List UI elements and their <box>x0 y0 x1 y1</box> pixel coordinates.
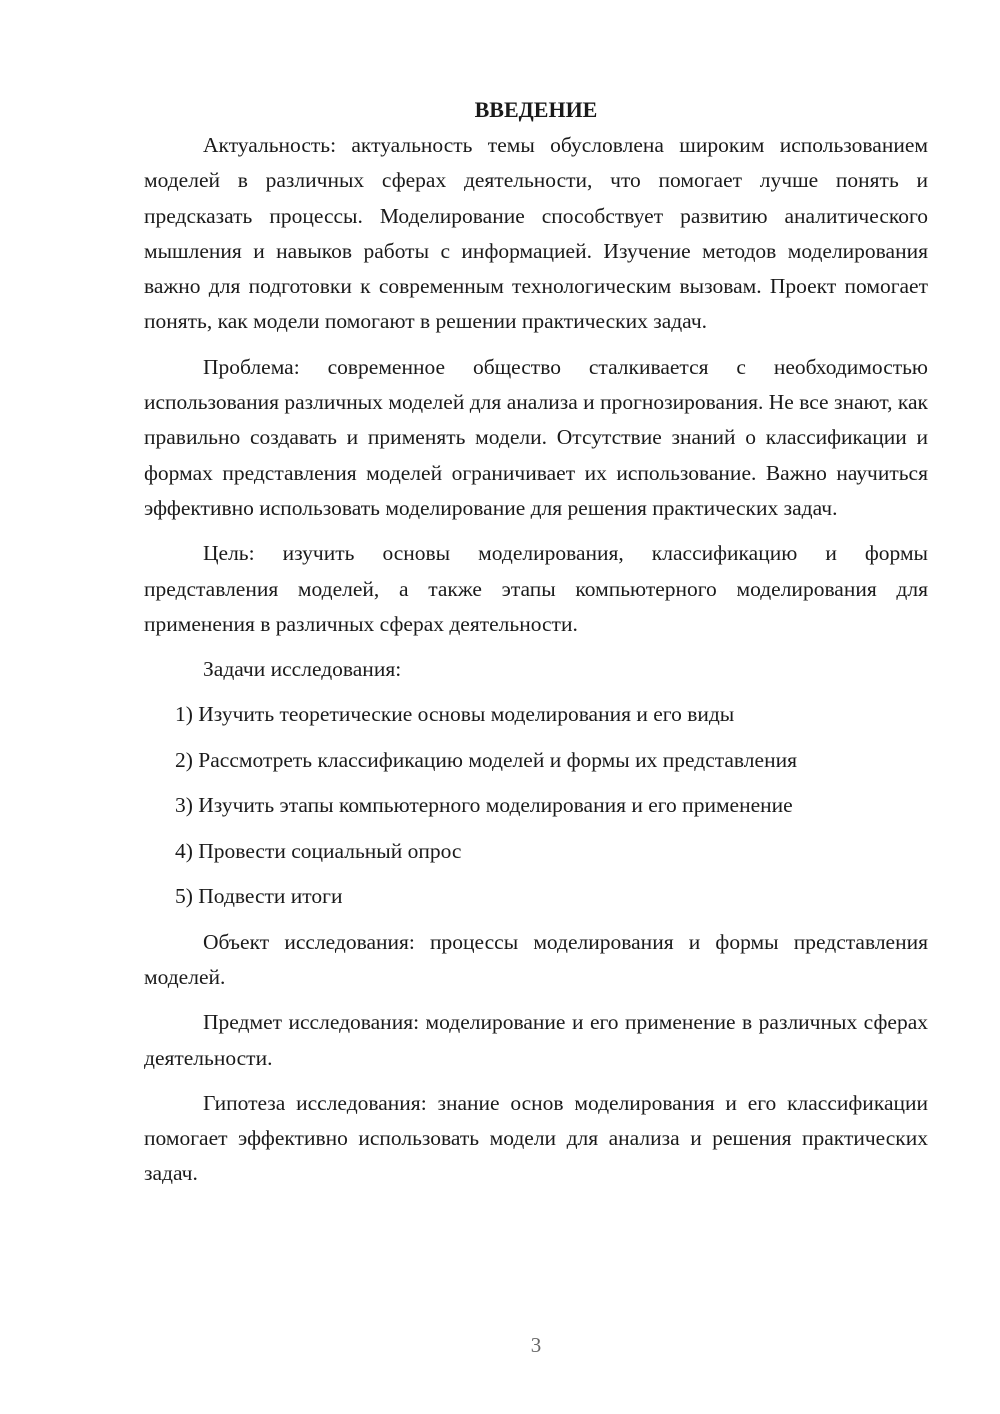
task-item-5: 5) Подвести итоги <box>175 884 343 909</box>
task-item-4: 4) Провести социальный опрос <box>175 838 462 863</box>
tasks-heading: Задачи исследования: <box>203 657 402 682</box>
problem-paragraph: Проблема: современное общество сталкивается с необходимостью использования различных моделей для анализа и прогнозирования. Не все знают, как правильно создавать и применять модели. Отсутствие знаний о классификации и формах представления моделей ограничивает их использование. Важно научиться эффективно использовать моделирование для решения практических задач. <box>144 354 928 520</box>
document-page <box>144 92 928 1202</box>
goal-paragraph: Цель: изучить основы моделирования, классификацию и формы представления моделей, а также этапы компьютерного моделирования для применения в различных сферах деятельности. <box>144 541 928 636</box>
object-paragraph: Объект исследования: процессы моделирования и формы представления моделей. <box>144 929 928 989</box>
task-item-3: 3) Изучить этапы компьютерного моделирования и его применение <box>175 793 793 818</box>
hypothesis-paragraph: Гипотеза исследования: знание основ моделирования и его классификации помогает эффективно использовать модели для анализа и решения практических задач. <box>144 1090 928 1186</box>
page-title: ВВЕДЕНИЕ <box>474 97 598 122</box>
subject-paragraph: Предмет исследования: моделирование и его применение в различных сферах деятельности. <box>144 1010 928 1070</box>
page-number: 3 <box>530 1333 542 1357</box>
relevance-paragraph: Актуальность: актуальность темы обусловлена широким использованием моделей в различных сферах деятельности, что помогает лучше понять и предсказать процессы. Моделирование способствует развитию аналитического мышления и навыков работы с информацией. Изучение методов моделирования важно для подготовки к современным технологическим вызовам. Проект помогает понять, как модели помогают в решении практических задач. <box>144 133 928 334</box>
task-list <box>144 697 928 914</box>
task-item-1: 1) Изучить теоретические основы моделирования и его виды <box>175 702 735 727</box>
task-item-2: 2) Рассмотреть классификацию моделей и формы их представления <box>175 747 797 772</box>
